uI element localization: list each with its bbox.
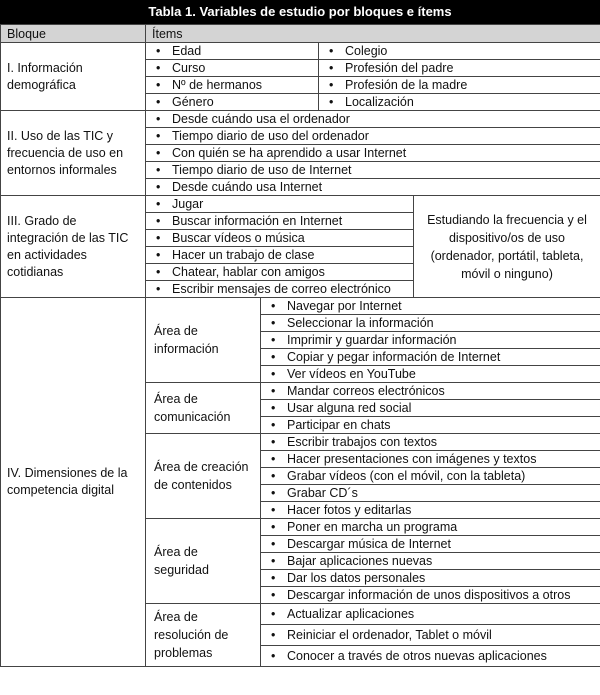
item-cell — [319, 77, 600, 94]
block-label: II. Uso de las TIC y frecuencia de uso en entornos informales — [1, 111, 146, 196]
item-text: Hacer presentaciones con imágenes y textos — [287, 452, 537, 466]
item-cell — [261, 502, 600, 519]
item-text: Usar alguna red social — [287, 401, 412, 415]
bullet-icon: • — [156, 180, 161, 194]
table-row — [1, 298, 600, 315]
block-label: III. Grado de integración de las TIC en actividades cotidianas — [1, 196, 146, 298]
item-text: Descargar información de unos dispositivos a otros — [287, 588, 571, 602]
bullet-icon: • — [271, 333, 276, 347]
item-cell — [146, 77, 319, 94]
item-text: Profesión de la madre — [345, 78, 468, 92]
bullet-icon: • — [271, 469, 276, 483]
item-text: Chatear, hablar con amigos — [172, 265, 325, 279]
item-text: Hacer fotos y editarlas — [287, 503, 412, 517]
header-bloque: Bloque — [1, 25, 146, 43]
item-cell — [146, 94, 319, 111]
item-text: Grabar vídeos (con el móvil, con la tableta) — [287, 469, 526, 483]
bullet-icon: • — [271, 554, 276, 568]
item-cell — [261, 383, 600, 400]
area-label: Área de comunicación — [146, 383, 261, 434]
bullet-icon: • — [271, 571, 276, 585]
item-text: Escribir mensajes de correo electrónico — [172, 282, 391, 296]
item-text: Desde cuándo usa Internet — [172, 180, 323, 194]
bullet-icon: • — [271, 520, 276, 534]
item-text: Curso — [172, 61, 206, 75]
item-cell — [261, 349, 600, 366]
frequency-note: Estudiando la frecuencia y el dispositivo/os de uso (ordenador, portátil, tableta, móvil o ninguno) — [414, 196, 600, 298]
bullet-icon: • — [156, 112, 161, 126]
bullet-icon: • — [156, 163, 161, 177]
table-body — [1, 43, 600, 667]
item-text: Profesión del padre — [345, 61, 454, 75]
item-cell — [261, 315, 600, 332]
item-text: Buscar información en Internet — [172, 214, 343, 228]
item-cell — [146, 179, 600, 196]
item-cell — [146, 196, 414, 213]
bullet-icon: • — [156, 248, 161, 262]
item-text: Escribir trabajos con textos — [287, 435, 438, 449]
item-text: Localización — [345, 95, 414, 109]
table-row — [1, 196, 600, 213]
bullet-icon: • — [271, 607, 276, 621]
item-cell — [146, 264, 414, 281]
item-cell — [319, 43, 600, 60]
item-cell — [146, 128, 600, 145]
item-text: Buscar vídeos o música — [172, 231, 305, 245]
item-text: Participar en chats — [287, 418, 391, 432]
item-text: Conocer a través de otros nuevas aplicaciones — [287, 649, 547, 663]
item-cell — [261, 332, 600, 349]
item-cell — [146, 247, 414, 264]
bullet-icon: • — [156, 231, 161, 245]
item-cell — [146, 213, 414, 230]
bullet-icon: • — [271, 367, 276, 381]
item-text: Bajar aplicaciones nuevas — [287, 554, 433, 568]
table-row — [1, 111, 600, 128]
area-label: Área de seguridad — [146, 519, 261, 604]
bullet-icon: • — [156, 146, 161, 160]
item-text: Descargar música de Internet — [287, 537, 451, 551]
item-cell — [261, 417, 600, 434]
item-cell — [261, 570, 600, 587]
table-title: Tabla 1. Variables de estudio por bloques e ítems — [0, 0, 600, 24]
item-cell — [261, 298, 600, 315]
item-cell — [146, 111, 600, 128]
item-cell — [261, 434, 600, 451]
item-cell — [319, 94, 600, 111]
item-cell — [261, 587, 600, 604]
bullet-icon: • — [271, 401, 276, 415]
item-cell — [261, 519, 600, 536]
bullet-icon: • — [271, 486, 276, 500]
item-cell — [261, 451, 600, 468]
bullet-icon: • — [271, 649, 276, 663]
bullet-icon: • — [156, 78, 161, 92]
item-cell — [146, 43, 319, 60]
block-label: IV. Dimensiones de la competencia digital — [1, 298, 146, 667]
item-cell — [146, 60, 319, 77]
bullet-icon: • — [156, 95, 161, 109]
bullet-icon: • — [271, 503, 276, 517]
bullet-icon: • — [271, 537, 276, 551]
area-label: Área de información — [146, 298, 261, 383]
bullet-icon: • — [156, 265, 161, 279]
item-text: Poner en marcha un programa — [287, 520, 458, 534]
variables-table — [0, 24, 600, 667]
item-cell — [261, 400, 600, 417]
item-cell — [261, 485, 600, 502]
bullet-icon: • — [329, 61, 334, 75]
bullet-icon: • — [329, 44, 334, 58]
item-text: Edad — [172, 44, 202, 58]
bullet-icon: • — [156, 44, 161, 58]
item-text: Nº de hermanos — [172, 78, 263, 92]
bullet-icon: • — [156, 197, 161, 211]
bullet-icon: • — [271, 435, 276, 449]
item-text: Tiempo diario de uso de Internet — [172, 163, 352, 177]
item-cell — [146, 230, 414, 247]
table-row — [1, 43, 600, 60]
item-text: Actualizar aplicaciones — [287, 607, 415, 621]
item-text: Género — [172, 95, 214, 109]
item-text: Hacer un trabajo de clase — [172, 248, 315, 262]
item-cell — [261, 536, 600, 553]
item-cell — [261, 468, 600, 485]
item-cell — [261, 553, 600, 570]
bullet-icon: • — [156, 61, 161, 75]
item-text: Imprimir y guardar información — [287, 333, 457, 347]
bullet-icon: • — [156, 129, 161, 143]
item-cell — [146, 162, 600, 179]
bullet-icon: • — [271, 418, 276, 432]
item-cell — [319, 60, 600, 77]
item-text: Jugar — [172, 197, 204, 211]
item-text: Tiempo diario de uso del ordenador — [172, 129, 369, 143]
item-text: Desde cuándo usa el ordenador — [172, 112, 350, 126]
item-cell — [261, 625, 600, 646]
item-cell — [261, 604, 600, 625]
bullet-icon: • — [271, 384, 276, 398]
bullet-icon: • — [271, 350, 276, 364]
bullet-icon: • — [156, 214, 161, 228]
item-text: Grabar CD´s — [287, 486, 358, 500]
item-text: Dar los datos personales — [287, 571, 426, 585]
area-label: Área de resolución de problemas — [146, 604, 261, 667]
item-cell — [146, 281, 414, 298]
area-label: Área de creación de contenidos — [146, 434, 261, 519]
item-text: Seleccionar la información — [287, 316, 434, 330]
item-text: Colegio — [345, 44, 388, 58]
item-cell — [261, 646, 600, 667]
item-cell — [261, 366, 600, 383]
bullet-icon: • — [329, 78, 334, 92]
item-text: Reiniciar el ordenador, Tablet o móvil — [287, 628, 492, 642]
bullet-icon: • — [271, 588, 276, 602]
bullet-icon: • — [329, 95, 334, 109]
header-row — [1, 25, 600, 43]
item-text: Mandar correos electrónicos — [287, 384, 445, 398]
item-text: Copiar y pegar información de Internet — [287, 350, 501, 364]
item-text: Ver vídeos en YouTube — [287, 367, 416, 381]
bullet-icon: • — [271, 452, 276, 466]
bullet-icon: • — [271, 316, 276, 330]
block-label: I. Información demográfica — [1, 43, 146, 111]
bullet-icon: • — [271, 299, 276, 313]
bullet-icon: • — [271, 628, 276, 642]
item-text: Navegar por Internet — [287, 299, 402, 313]
item-text: Con quién se ha aprendido a usar Internet — [172, 146, 407, 160]
header-items: Ítems — [146, 25, 600, 43]
bullet-icon: • — [156, 282, 161, 296]
item-cell — [146, 145, 600, 162]
